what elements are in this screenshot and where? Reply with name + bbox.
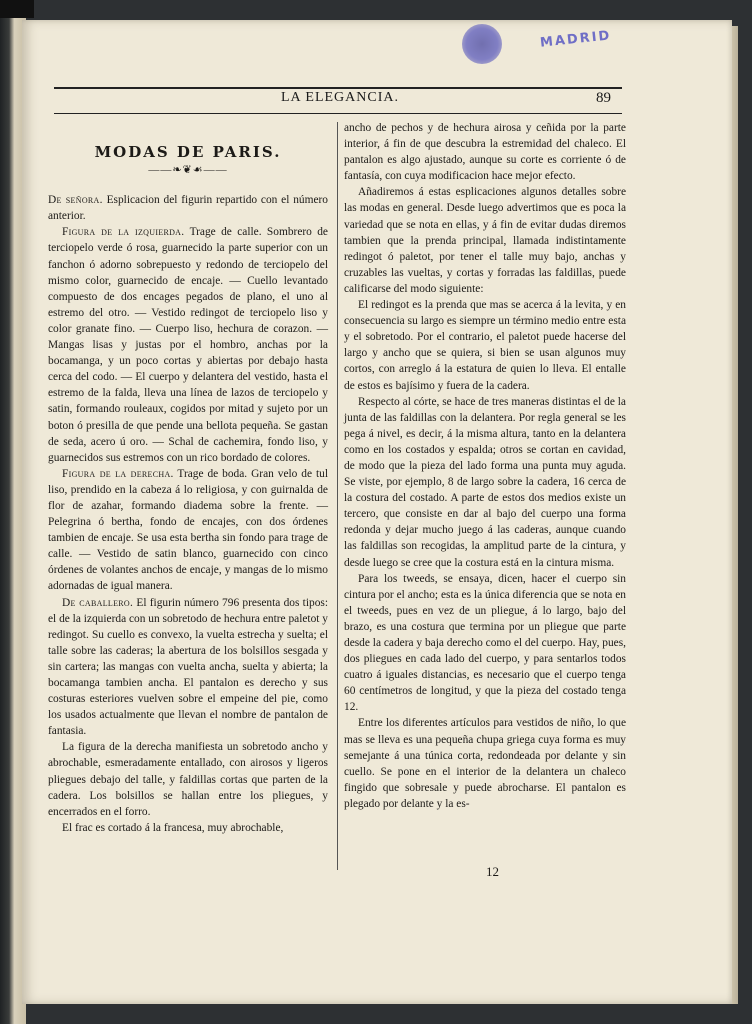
page-number: 89 (596, 90, 611, 106)
right-paragraph: Entre los diferentes artículos para vestidos de niño, lo que mas se lleva es una pequeña chupa griega cuya forma es muy semejante á una túnica corta, redondeada por delante y sin cuello. Se pone en el interior de la delantera un chaleco fingido que sobresale y puede abrocharse. El pantalon es plegado por delante y la es- (344, 717, 626, 810)
paragraph-text: El figurin número 796 presenta dos tipos: el de la izquierda con un sobretodo de hechura entre paletot y redingot. Su cuello es convexo, la vuelta estrecha y suelta; el talle sobre las caderas; la abertura de los bolsillos sesgada y sin cartera; las mangas con vuelta ancha, suelta y abierta; la bocamanga tambien ancha. El pantalon es derecho y sus costuras esteriores vuelven sobre el empeine del pie, como los usados actualmente que llevan el nombre de pantalon de fantasia. (48, 596, 328, 738)
left-paragraph (48, 224, 328, 465)
title-ornament: ——❧❦☙—— (148, 164, 228, 177)
left-paragraphs (48, 192, 328, 836)
header-rule-bottom (54, 113, 622, 114)
right-paragraph: Para los tweeds, se ensaya, dicen, hacer el cuerpo sin cintura por el ancho; esta es la única diferencia que se nota en el tweeds, pues en vez de un pliegue, á lo largo, bajo del brazo, es una costura que termina por un pliegue que parte desde la cadera y baja derecho como el del cuerpo. Hay, pues, dos pliegues en cada lado del cuerpo, y para sentarlos todos cuatro á iguales distancias, es necesario que el cuerpo tenga 60 centímetros de longitud, y que la pieza del costado tenga 12. (344, 572, 626, 714)
paragraph-text: Trage de calle. Sombrero de terciopelo verde ó rosa, guarnecido la parte superior con un fanchon ó adorno sobrepuesto y redondo de terciopelo del mismo color, guarnecido de encaje. — Cuello levantado compuesto de dos encages pegados de plano, el uno al estremo del otro. — Vestido redingot de terciopelo liso y color granate fino. — Cuerpo liso, hechura de corazon. — Mangas lisas y justas por el hombro, anchas por la bocamanga, y un poco cortas y abiertas por debajo hasta cerca del codo. — El cuerpo y delantera del vestido, hasta el estremo de la falda, lleva una línea de lazos de terciopelo y satin, formando rouleaux, cogidos por mitad y sujeto por un boton ó presilla de que pende una bellota pequeña. Se gastan de seda, acero ú oro. — Schal de cachemira, fondo liso, y guarnecidos sus estremos con un rico bordado de colores. (48, 226, 328, 464)
left-paragraph (48, 739, 328, 819)
left-paragraph (48, 466, 328, 595)
right-paragraphs (344, 120, 626, 812)
right-paragraph: Añadiremos á estas esplicaciones algunos detalles sobre las modas en general. Desde luego advertimos que es poca la variedad que se nota en ellas, y á fin de evitar dudas diremos tambien que la prenda principal, llamada indistintamente redingot ó paletot, por tener el talle muy bajo, anchas y cruzables las vueltas, y cortas y forradas las faldillas, puede calificarse del modo siguiente: (344, 186, 626, 295)
running-title: LA ELEGANCIA. (281, 90, 399, 105)
paragraph-text: El frac es cortado á la francesa, muy abrochable, (62, 821, 284, 834)
signature-mark: 12 (486, 864, 499, 879)
right-paragraph: Respecto al córte, se hace de tres maneras distintas el de la junta de las faldillas con la delantera. Por regla general se les pega á nivel, es decir, á la misma altura, tanto en la delantera como en los costados y espalda; otros se cortan en cavidad, de modo que la pieza del lado forma una punta muy aguda. Se viste, por ejemplo, 8 de largo sobre la cadera, 16 cerca de la costura del costado. A parte de estos dos medios existe un tercero, que consiste en dar al bajo del cuerpo una forma redonda y dejar mucho juego á las caderas, aunque cuando las faldillas son recogidas, la amplitud parte de la cintura, y desde luego se cree que la costura está en la cintura misma. (344, 395, 626, 569)
column-divider (337, 122, 338, 870)
right-column (344, 120, 626, 812)
right-paragraph: ancho de pechos y de hechura airosa y ceñida por la parte interior, á fin de que descubra la estremidad del chaleco. El pantalon es algo ajustado, aunque su corte es corriente ó de fantasía, con cuya modificacion hace mejor efecto. (344, 122, 626, 183)
library-seal-icon (462, 24, 502, 64)
paragraph-lead: Figura de la derecha. (62, 467, 174, 480)
paragraph-lead: De caballero. (62, 596, 134, 609)
paragraph-text: La figura de la derecha manifiesta un sobretodo ancho y abrochable, esmeradamente entallado, con airosos y ligeros pliegues debajo del talle, y faldillas cortas que parten de la cadera. Los bolsillos se hallan entre los pliegues, y encerrados en el forro. (48, 741, 328, 818)
left-paragraph (48, 192, 328, 224)
binding-tab (0, 0, 34, 18)
right-paragraph: El redingot es la prenda que mas se acerca á la levita, y en consecuencia su largo es siempre un término medio entre esta y el sobretodo. Por el contrario, el paletot puede hacerse del largo y ancho que se quiera, si bien se usan algunos muy cortos, con arreglo á la estatura de quien lo lleva. El entalle de estos es bajísimo y fuera de la cadera. (344, 299, 626, 392)
paragraph-text: Esplicacion del figurin repartido con el número anterior. (48, 194, 328, 223)
paragraph-lead: Figura de la izquierda. (62, 226, 185, 239)
left-paragraph (48, 820, 328, 836)
paragraph-lead: De señora. (48, 194, 103, 207)
paragraph-text: Trage de boda. Gran velo de tul liso, prendido en la cabeza á lo religiosa, y con guirnalda de flor de azahar, formando diadema sobre la frente. — Pelegrina ó bertha, fondo de encajes, con dos órdenes tambien de encaje. Se usa esta bertha sin fondo para trage de calle. — Vestido de satin blanco, guarnecido con cinco órdenes de volantes anchos de encaje, y mangas de lo mismo adornadas de igual manera. (48, 467, 328, 593)
library-stamp: MADRID (539, 28, 613, 51)
left-column (48, 120, 328, 836)
article-title: MODAS DE PARIS. (94, 143, 282, 161)
header-rule-top (54, 87, 622, 89)
left-paragraph (48, 595, 328, 740)
